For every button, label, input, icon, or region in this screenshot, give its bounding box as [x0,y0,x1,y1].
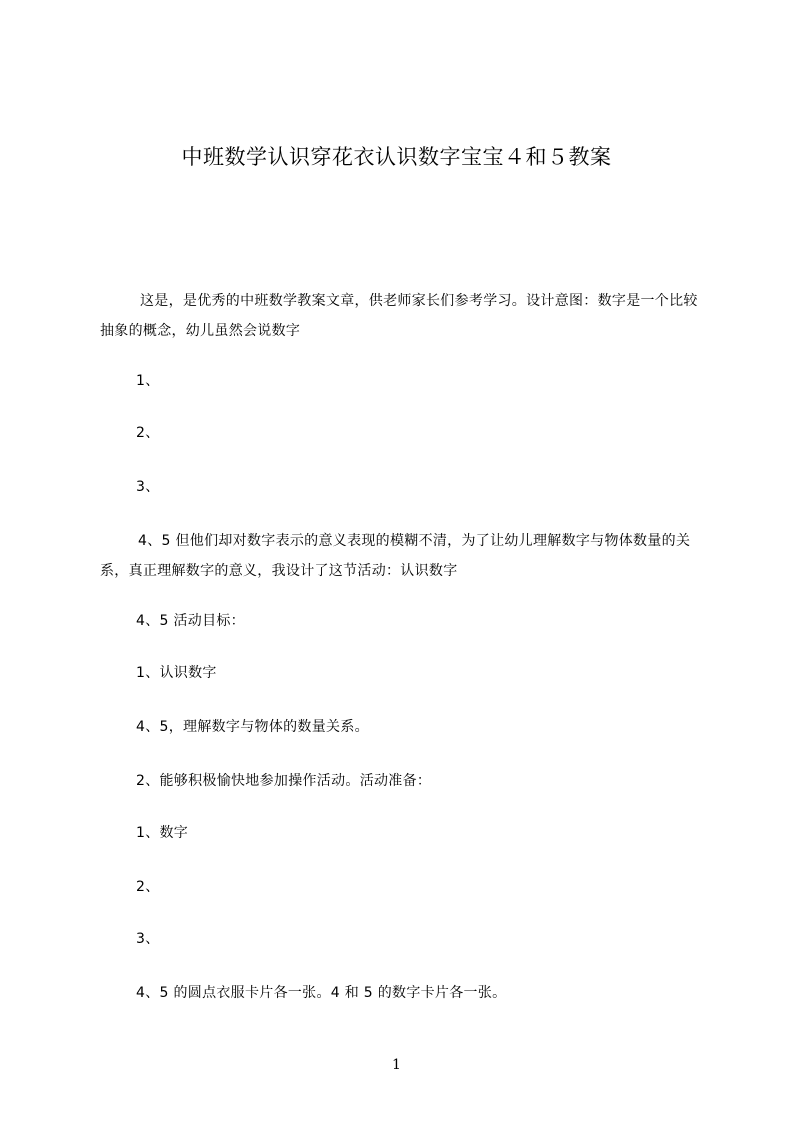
page-number: 1 [392,1057,401,1073]
prep-item: 1、数字 [136,825,189,841]
prep-item: 3、 [136,931,160,947]
goals-heading: 4、5 活动目标： [136,613,245,629]
intro-paragraph: 这是，是优秀的中班数学教案文章，供老师家长们参考学习。设计意图：数字是一个比较抽象的概念，幼儿虽然会说数字 [100,293,698,339]
body-paragraph: 4、5 但他们却对数字表示的意义表现的模糊不清，为了让幼儿理解数字与物体数量的关系，真正理解数字的意义，我设计了这节活动：认识数字 [100,533,691,579]
list-item: 1、 [136,373,160,389]
goal-item: 2、能够积极愉快地参加操作活动。活动准备： [136,773,432,789]
list-item: 2、 [136,425,160,441]
document-title: 中班数学认识穿花衣认识数字宝宝４和５教案 [181,145,612,169]
list-item: 3、 [136,479,160,495]
goal-item: 1、认识数字 [136,665,217,681]
prep-item: 2、 [136,879,160,895]
goal-item-continued: 4、5，理解数字与物体的数量关系。 [136,719,369,735]
prep-item: 4、5 的圆点衣服卡片各一张。4 和 5 的数字卡片各一张。 [136,985,507,1001]
